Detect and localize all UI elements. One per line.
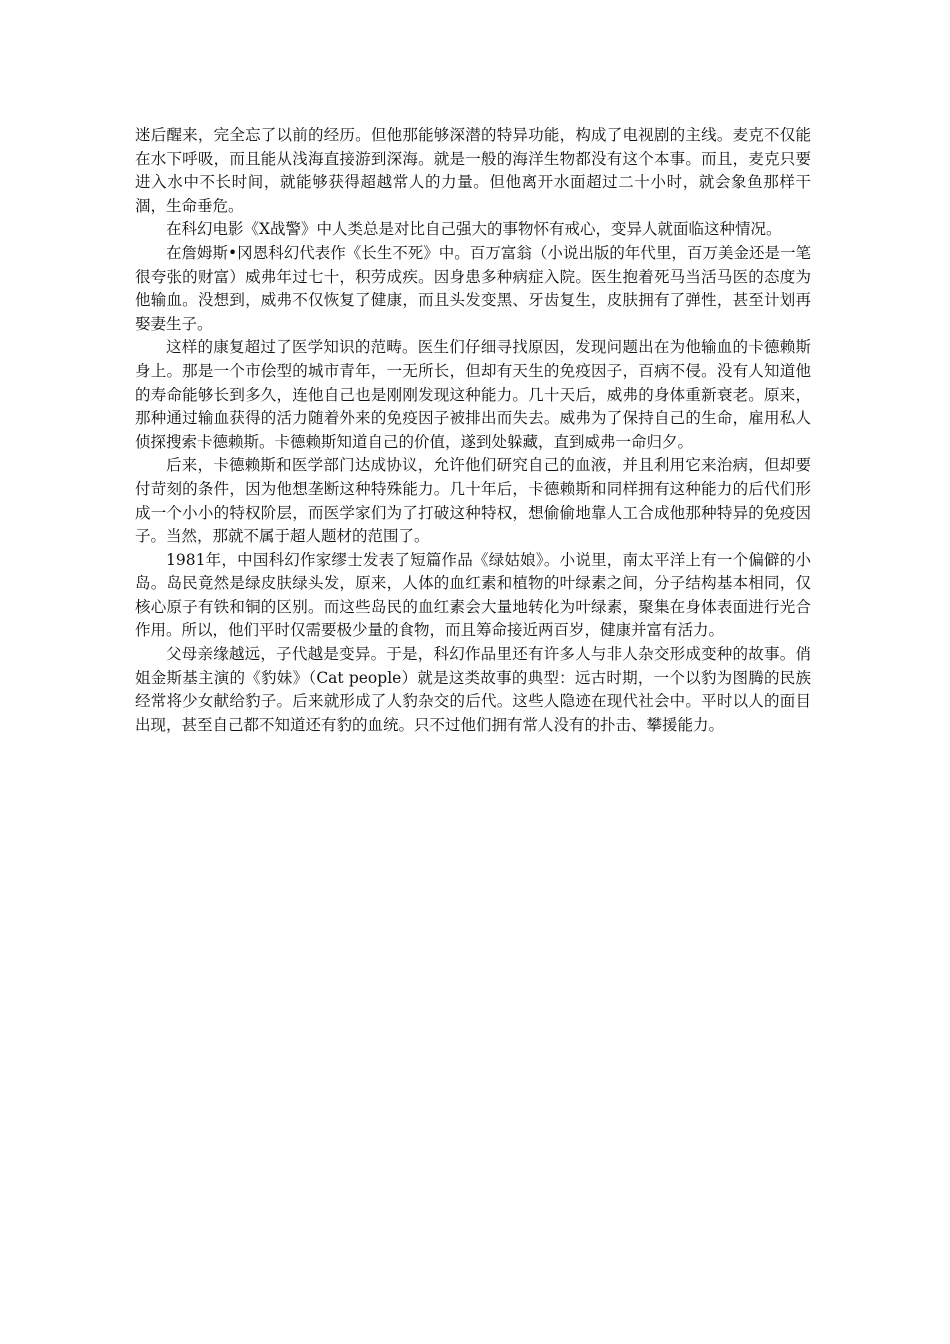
- paragraph-3: 在詹姆斯•冈恩科幻代表作《长生不死》中。百万富翁（小说出版的年代里，百万美金还是一笔很夸张的财富）威弗年过七十，积劳成疾。因身患多种病症入院。医生抱着死马当活马医的态度为他输血。没想到，威弗不仅恢复了健康，而且头发变黑、牙齿复生，皮肤拥有了弹性，甚至计划再娶妻生子。: [135, 243, 811, 333]
- paragraph-4: 这样的康复超过了医学知识的范畴。医生们仔细寻找原因，发现问题出在为他输血的卡德赖斯身上。那是一个市侩型的城市青年，一无所长，但却有天生的免疫因子，百病不侵。没有人知道他的寿命能够长到多久，连他自己也是刚刚发现这种能力。几十天后，威弗的身体重新衰老。原来，那种通过输血获得的活力随着外来的免疫因子被排出而失去。威弗为了保持自己的生命，雇用私人侦探搜索卡德赖斯。卡德赖斯知道自己的价值，遂到处躲藏，直到威弗一命归夕。: [135, 338, 811, 451]
- article-body: [135, 124, 811, 737]
- paragraph-7: 父母亲缘越远，子代越是变异。于是，科幻作品里还有许多人与非人杂交形成变种的故事。俏姐金斯基主演的《豹妹》（Cat people）就是这类故事的典型：远古时期，一个以豹为图腾的民族经常将少女献给豹子。后来就形成了人豹杂交的后代。这些人隐迹在现代社会中。平时以人的面目出现，甚至自己都不知道还有豹的血统。只不过他们拥有常人没有的扑击、攀援能力。: [135, 645, 811, 734]
- paragraph-2: 在科幻电影《X战警》中人类总是对比自己强大的事物怀有戒心，变异人就面临这种情况。: [166, 220, 782, 239]
- paragraph-6: 1981年，中国科幻作家缪士发表了短篇作品《绿姑娘》。小说里，南太平洋上有一个偏僻的小岛。岛民竟然是绿皮肤绿头发，原来，人体的血红素和植物的叶绿素之间，分子结构基本相同，仅核心原子有铁和铜的区别。而这些岛民的血红素会大量地转化为叶绿素，聚集在身体表面进行光合作用。所以，他们平时仅需要极少量的食物，而且筹命接近两百岁，健康并富有活力。: [135, 550, 811, 640]
- paragraph-5: 后来，卡德赖斯和医学部门达成协议，允许他们研究自己的血液，并且利用它来治病，但却要付苛刻的条件，因为他想垄断这种特殊能力。几十年后，卡德赖斯和同样拥有这种能力的后代们形成一个小小的特权阶层，而医学家们为了打破这种特权，想偷偷地靠人工合成他那种特异的免疫因子。当然，那就不属于超人题材的范围了。: [135, 456, 811, 546]
- paragraph-1: 迷后醒来，完全忘了以前的经历。但他那能够深潜的特异功能，构成了电视剧的主线。麦克不仅能在水下呼吸，而且能从浅海直接游到深海。就是一般的海洋生物都没有这个本事。而且，麦克只要进入水中不长时间，就能够获得超越常人的力量。但他离开水面超过二十小时，就会象鱼那样干涸，生命垂危。: [135, 126, 811, 215]
